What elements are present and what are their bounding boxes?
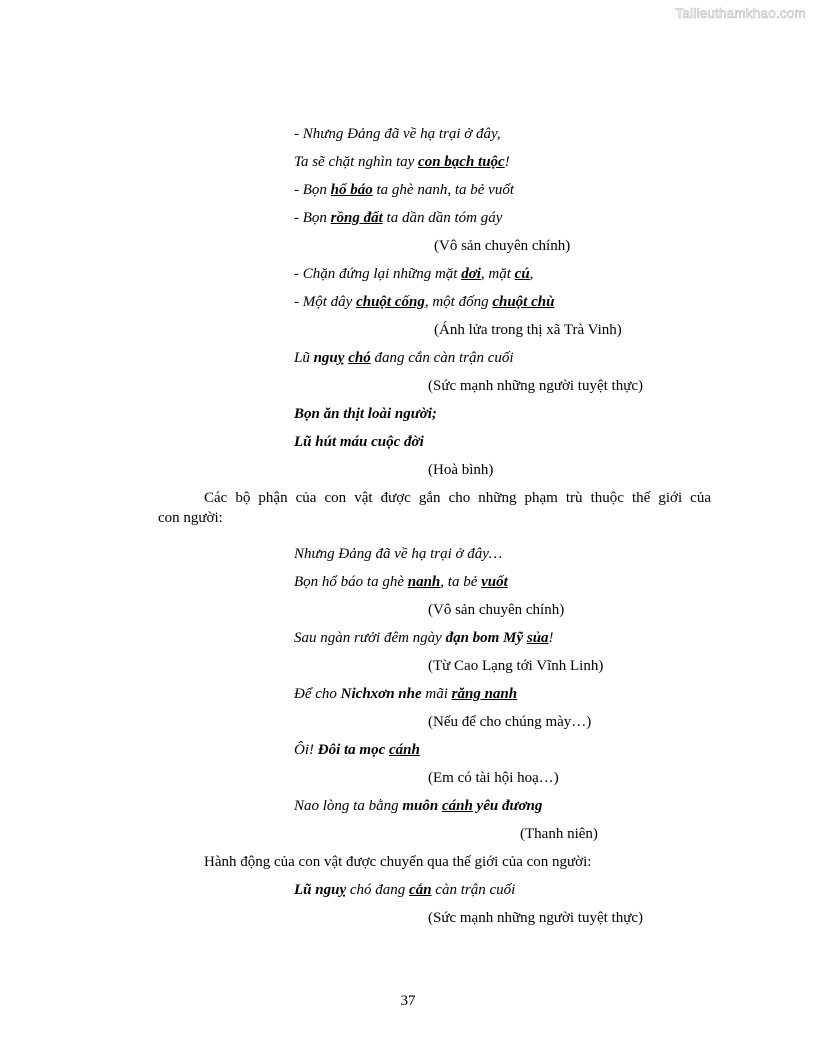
text-line [294,152,510,172]
citation-line [434,320,622,340]
text-segment: muôn [402,798,442,814]
highlighted-word: cú [514,266,530,282]
text-segment: , mặt [480,266,515,282]
text-line [294,684,517,704]
text-line [294,544,502,564]
highlighted-word: răng nanh [451,686,518,702]
text-segment: đạn bom Mỹ [445,630,527,646]
text-segment: (Sức mạnh những người tuyệt thực) [428,910,644,926]
text-segment: Sau ngàn rưởi đêm ngày [294,630,446,646]
highlighted-word: hổ báo [330,182,373,198]
text-line [294,572,508,592]
text-line [294,264,533,284]
text-line [294,740,420,760]
text-segment: - Nhưng Đảng đã về hạ trại ở đây, [294,126,501,142]
highlighted-word: cánh [441,798,473,814]
text-segment: Ta sẽ chặt nghìn tay [294,154,419,170]
highlighted-word: vuốt [481,574,508,590]
highlighted-word: chuột chù [492,294,555,310]
text-segment: Lũ [294,350,314,366]
text-line [294,880,515,900]
paragraph-line-1: Các bộ phận của con vật được gắn cho những phạm trù thuộc thế giới của [204,490,711,506]
text-segment: , một đống [424,294,493,310]
text-segment: (Hoà bình) [428,462,494,478]
citation-line [428,656,603,676]
text-segment: mãi [421,686,452,702]
text-segment: Hành động của con vật được chuyển qua thế giới của con người: [204,854,592,870]
text-line [294,404,437,424]
text-segment: (Nếu để cho chúng mày…) [428,714,592,730]
citation-line [428,600,564,620]
text-segment: - Bọn [294,182,331,198]
text-segment: ! [504,154,510,170]
highlighted-word: con bạch tuộc [418,154,505,170]
text-segment: , [529,266,534,282]
text-segment: - Bọn [294,210,331,226]
text-segment: Bọn ăn thịt loài người; [294,406,437,422]
text-line [294,292,554,312]
highlighted-word: sủa [526,630,549,646]
highlighted-word: nanh [407,574,441,590]
text-line [294,348,514,368]
text-line [204,852,591,872]
text-line [294,180,514,200]
text-segment: chó đang [346,882,410,898]
page-number: 37 [400,993,416,1009]
text-segment: nguỵ [313,350,345,366]
citation-line [520,824,598,844]
text-segment: Nhưng Đảng đã về hạ trại ở đây… [294,546,503,562]
citation-line [428,908,643,928]
text-line [294,432,424,452]
text-segment: Ôi! [294,742,318,758]
text-segment: ! [548,630,554,646]
text-segment: (Vô sản chuyên chính) [428,602,565,618]
citation-line [434,236,570,256]
text-segment: , ta bẻ [440,574,482,590]
text-segment: Nao lòng ta bằng [294,798,403,814]
highlighted-word: chuột cống [356,294,425,310]
highlighted-word: dơi [461,266,481,282]
text-segment: đang cắn càn trận cuối [370,350,514,366]
highlighted-word: cắn [409,882,432,898]
text-line [294,796,542,816]
paragraph-body-parts [158,488,711,528]
text-line [294,124,501,144]
text-segment: Bọn hổ báo ta ghè [294,574,408,590]
watermark: Tailieuthamkhao.com [675,6,806,21]
text-segment: Nichxơn nhe [340,686,422,702]
text-segment: Đôi ta mọc [317,742,389,758]
text-segment: yêu đương [472,798,543,814]
citation-line [428,768,559,788]
text-segment: (Em có tài hội hoạ…) [428,770,559,786]
text-segment: (Sức mạnh những người tuyệt thực) [428,378,644,394]
text-segment: (Từ Cao Lạng tới Vĩnh Linh) [428,658,604,674]
text-segment: - Chặn đứng lại những mặt [294,266,462,282]
text-segment: (Thanh niên) [520,826,598,842]
paragraph-line-2: con người: [158,510,223,526]
text-segment: Để cho [294,686,341,702]
text-segment: ta dần dần tóm gáy [382,210,503,226]
text-line [294,628,554,648]
text-segment: Lũ hút máu cuộc đời [294,434,424,450]
text-segment: (Ánh lửa trong thị xã Trà Vinh) [434,322,622,338]
highlighted-word: cánh [389,742,420,758]
citation-line [428,376,643,396]
highlighted-word: chó [348,350,371,366]
text-line [294,208,502,228]
citation-line [428,712,591,732]
text-segment: ta ghè nanh, ta bẻ vuốt [372,182,514,198]
text-segment: Lũ nguỵ [294,882,347,898]
highlighted-word: rồng đất [330,210,383,226]
text-segment: càn trận cuối [431,882,516,898]
citation-line [428,460,493,480]
text-segment: - Một dây [294,294,357,310]
text-segment: (Vô sản chuyên chính) [434,238,571,254]
